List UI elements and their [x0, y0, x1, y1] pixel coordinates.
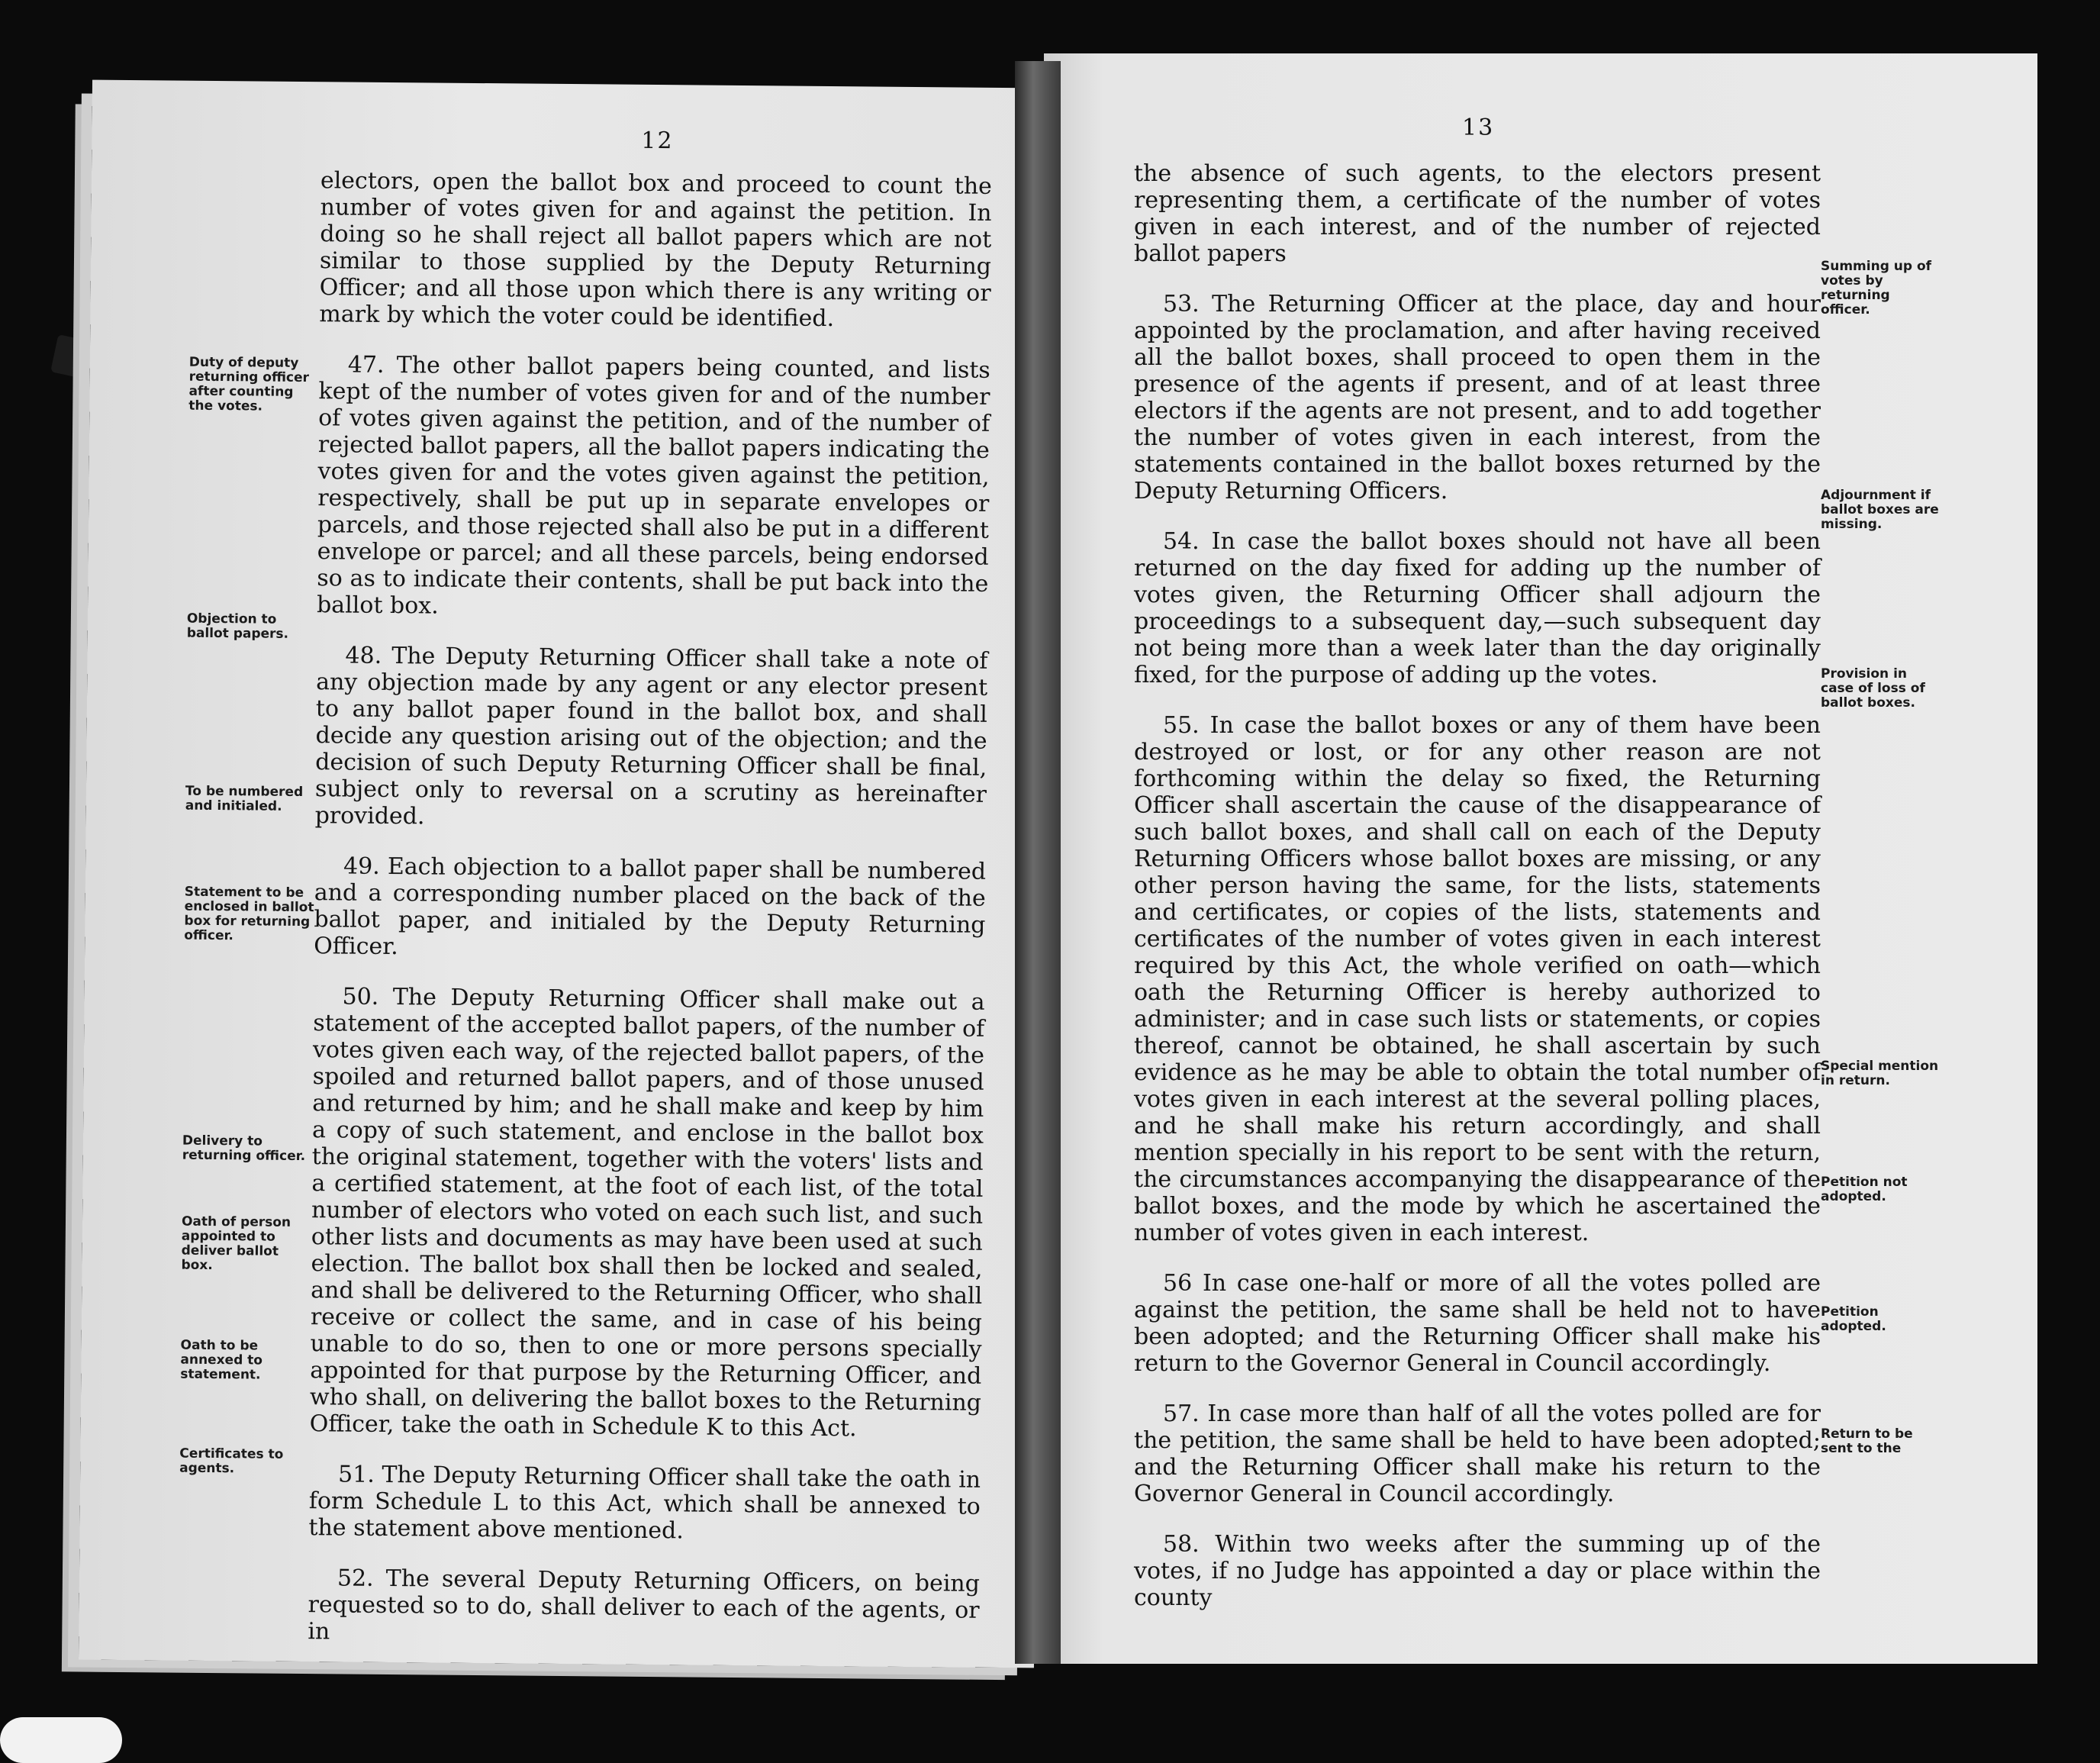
scan-artifact — [0, 1717, 122, 1763]
section-56: 56 In case one-half or more of all the votes polled are against the petition, the same shall be held not to have been adopted; and the Returning Officer shall make his return to the Governor General in Council accordingly. — [1134, 1270, 1821, 1377]
section-53: 53. The Returning Officer at the place, day and hour appointed by the proclamation, and after having received all the ballot boxes, shall proceed to open them in the presence of the agents if present, and of at least three electors if the agents are not present, and to add together the number of votes given in each interest, from the statements contained in the ballot boxes returned by the Deputy Returning Officers. — [1134, 291, 1821, 504]
margin-note: Statement to be enclosed in ballot box for returning officer. — [184, 884, 314, 944]
section-paragraph: the absence of such agents, to the electors present representing them, a certificate of the number of votes given in each interest, and of the number of rejected ballot papers — [1134, 160, 1821, 267]
margin-note: To be numbered and initialed. — [185, 783, 304, 814]
margin-note: Petition not adopted. — [1821, 1175, 1908, 1204]
section-50: 50. The Deputy Returning Officer shall make out a statement of the accepted ballot papers, of the number of votes given each way, of the rejected ballot papers, of the spoiled and returned ballot papers, and of those unused and returned by him; and he shall make and keep by him a copy of such statement, and enclose in the ballot box the original statement, together with the voters' lists and a certified statement, at the foot of each list, of the total number of electors who voted on each such list, and such other lists and documents as may have been used at such election. The ballot box shall then be locked and sealed, and shall be delivered to the Returning Officer, who shall receive or collect the same, and in case of his being unable to do so, then to one or more persons specially appointed for that purpose by the Returning Officer, and who shall, on delivering the ballot boxes to the Returning Officer, take the oath in Schedule K to this Act. — [309, 983, 985, 1442]
margin-note: Oath of person appointed to deliver ballot box. — [181, 1213, 291, 1274]
section-48: 48. The Deputy Returning Officer shall take a note of any objection made by any agent or any elector present to any ballot paper found in the ballot box, and shall decide any question arising out of the objection; and the decision of such Deputy Returning Officer shall be final, subject only to reversal on a scrutiny as hereinafter provided. — [314, 642, 988, 830]
section-55: 55. In case the ballot boxes or any of them have been destroyed or lost, or for any other reason are not forthcoming within the delay so fixed, the Returning Officer shall ascertain the cause of the disappearance of such ballot boxes, and shall call on each of the Deputy Returning Officers whose ballot boxes are missing, or any other person having the same, for the lists, statements and certificates, or copies of the lists, statements and certificates of the number of votes given in each interest required by this Act, the whole verified on oath—which oath the Returning Officer is hereby authorized to administer; and in case such lists or statements, or copies thereof, cannot be obtained, he shall ascertain by such evidence as he may be able to obtain the total number of votes given in each interest at the several polling places, and he shall make his return accordingly, and shall mention specially in his report to be sent with the return, the circumstances accompanying the disappearance of the ballot boxes, and the mode by which he ascertained the number of votes given in each interest. — [1134, 712, 1821, 1246]
margin-note: Provision in case of loss of ballot boxes. — [1821, 666, 1925, 711]
section-49: 49. Each objection to a ballot paper shall be numbered and a corresponding number placed on the back of the ballot paper, and initialed by the Deputy Returning Officer. — [314, 852, 987, 961]
page-number: 12 — [641, 127, 674, 155]
margin-note: Return to be sent to the — [1821, 1426, 1913, 1456]
margin-note: Certificates to agents. — [179, 1446, 284, 1477]
section-57: 57. In case more than half of all the votes polled are for the petition, the same shall be held to have been adopted; and the Returning Officer shall make his return to the Governor General in Council accordingly. — [1134, 1400, 1821, 1507]
section-52: 52. The several Deputy Returning Officers, on being requested so to do, shall deliver to each of the agents, or in — [308, 1565, 981, 1645]
book-gutter — [1015, 61, 1061, 1664]
margin-note: Adjournment if ballot boxes are missing. — [1821, 488, 1939, 532]
left-page — [79, 80, 1048, 1668]
right-page — [1044, 53, 2037, 1664]
margin-note: Duty of deputy returning officer after counting the votes. — [188, 354, 310, 414]
margin-note: Delivery to returning officer. — [182, 1133, 306, 1165]
margin-note: Summing up of votes by returning officer. — [1821, 259, 1932, 317]
left-text-column — [308, 167, 992, 1674]
margin-note: Petition adopted. — [1821, 1304, 1886, 1334]
section-51: 51. The Deputy Returning Officer shall take the oath in form Schedule L to this Act, which shall be annexed to the statement above mentioned. — [308, 1461, 981, 1545]
section-54: 54. In case the ballot boxes should not have all been returned on the day fixed for adding up the number of votes given, the Returning Officer shall adjourn the proceedings to a subsequent day,—such subsequent day not being more than a week later than the day originally fixed, for the purpose of adding up the votes. — [1134, 528, 1821, 688]
right-text-column — [1134, 160, 1821, 1635]
margin-note: Special mention in return. — [1821, 1059, 1939, 1088]
margin-note: Objection to ballot papers. — [186, 611, 289, 642]
section-paragraph: electors, open the ballot box and proceed to count the number of votes given for and against the petition. In doing so he shall reject all ballot papers which are not similar to those supplied by the Deputy Returning Officer; and all those upon which there is any writing or mark by which the voter could be identified. — [319, 167, 993, 333]
section-58: 58. Within two weeks after the summing up of the votes, if no Judge has appointed a day or place within the county — [1134, 1531, 1821, 1611]
page-number: 13 — [1462, 114, 1495, 141]
margin-note: Oath to be annexed to statement. — [180, 1337, 263, 1383]
section-47: 47. The other ballot papers being counted, and lists kept of the number of votes given for and of the number of votes given against the petition, and of the number of rejected ballot papers, all the ballot papers indicating the votes given for and the votes given against the petition, respectively, shall be put up in separate envelopes or parcels, and those rejected shall also be put in a different envelope or parcel; and all these parcels, being endorsed so as to indicate their contents, shall be put back into the ballot box. — [316, 351, 990, 620]
